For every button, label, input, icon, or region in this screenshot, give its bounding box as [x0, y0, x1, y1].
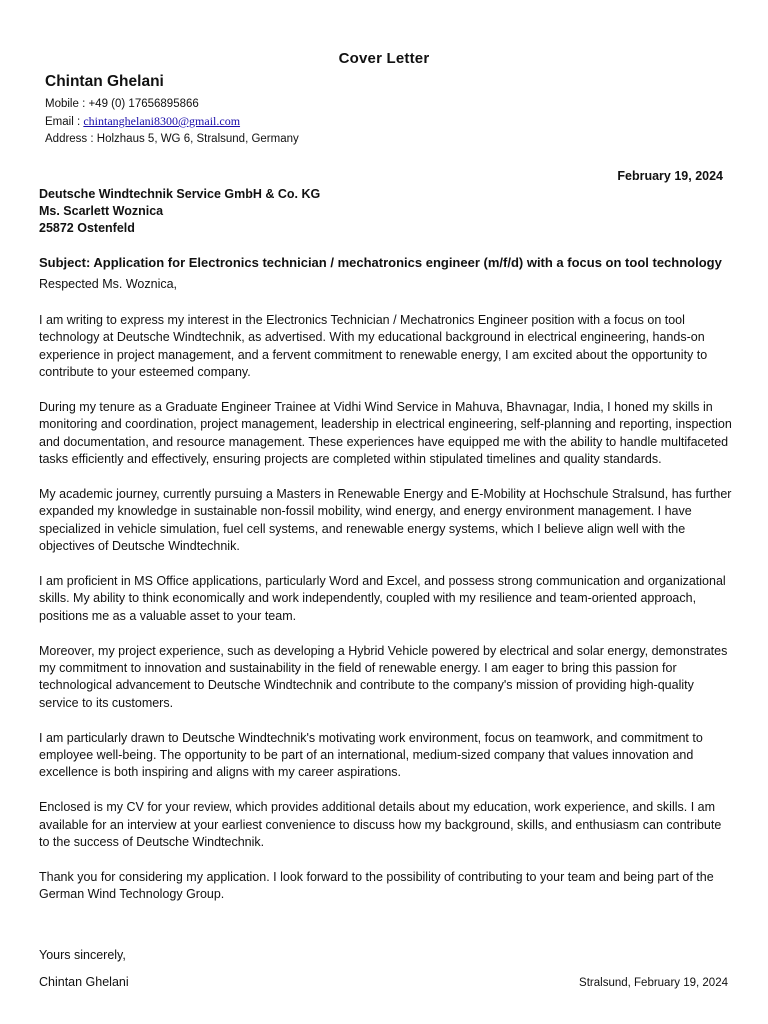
- body-paragraph: I am writing to express my interest in the Electronics Technician / Mechatronics Engineer position with a focus on tool technology at Deutsche Windtechnik, as advertised. With my educational background in electrical engineering, hands-on experience in project management, and a fervent commitment to renewable energy, I am excited about the opportunity to contribute to your esteemed company.: [39, 313, 708, 380]
- email-label: Email :: [45, 116, 84, 128]
- sender-address-line: [45, 131, 445, 148]
- body-paragraph: Thank you for considering my application. I look forward to the possibility of contributing to your team and being part of the German Wind Technology Group.: [39, 869, 714, 902]
- subject-line: Subject: Application for Electronics technician / mechatronics engineer (m/f/d) with a focus on tool technology: [39, 255, 722, 270]
- recipient-city: 25872 Ostenfeld: [39, 221, 135, 235]
- letter-date: February 19, 2024: [617, 169, 723, 183]
- closing: Yours sincerely,: [39, 948, 126, 962]
- sender-name: Chintan Ghelani: [45, 73, 164, 90]
- salutation: Respected Ms. Woznica,: [39, 277, 178, 291]
- sender-block: [45, 73, 445, 148]
- body-paragraph: During my tenure as a Graduate Engineer Trainee at Vidhi Wind Service in Mahuva, Bhavnagar, India, I honed my skills in monitoring and coordination, project management, leadership in electrical engineering, self-planning and reporting, inspection and documentation, and resource management. These experiences have equipped me with the ability to handle multifaceted tasks efficiently and effectively, ensuring projects are completed within stipulated timelines and quality standards.: [39, 400, 732, 467]
- body-paragraph: I am particularly drawn to Deutsche Windtechnik's motivating work environment, focus on teamwork, and commitment to employee well-being. The opportunity to be part of an international, medium-sized company that values innovation and excellence is both inspiring and aligns with my career aspirations.: [39, 730, 703, 780]
- mobile-label: Mobile :: [45, 98, 89, 110]
- body-paragraph: Enclosed is my CV for your review, which provides additional details about my education, work experience, and skills. I am available for an interview at your earliest convenience to discuss how my background, skills, and enthusiasm can contribute to the success of Deutsche Windtechnik.: [39, 800, 722, 850]
- signature-name: Chintan Ghelani: [39, 975, 129, 989]
- recipient-block: [39, 186, 320, 237]
- mobile-number: +49 (0) 17656895866: [88, 98, 199, 110]
- sender-email-line: [45, 113, 445, 131]
- address-label: Address :: [45, 133, 97, 145]
- body-paragraph: I am proficient in MS Office applications, particularly Word and Excel, and possess strong communication and organizational skills. My ability to think economically and work independently, coupled with my resilience and team-oriented approach, positions me as a valuable asset to your team.: [39, 574, 726, 623]
- recipient-person: Ms. Scarlett Woznica: [39, 204, 164, 218]
- address-value: Holzhaus 5, WG 6, Stralsund, Germany: [96, 133, 299, 145]
- place-and-date: Stralsund, February 19, 2024: [579, 977, 728, 989]
- letter-body: [39, 312, 734, 921]
- body-paragraph: Moreover, my project experience, such as developing a Hybrid Vehicle powered by electrical and solar energy, demonstrates my commitment to innovation and sustainability in the field of renewable energy. I am eager to bring this passion for technological advancement to Deutsche Windtechnik and contribute to the company's mission of providing high-quality service to its customers.: [39, 643, 728, 710]
- recipient-company: Deutsche Windtechnik Service GmbH & Co. KG: [39, 187, 321, 201]
- document-title: Cover Letter: [338, 50, 430, 67]
- sender-mobile-line: [45, 96, 445, 113]
- body-paragraph: My academic journey, currently pursuing a Masters in Renewable Energy and E-Mobility at Hochschule Stralsund, has further expanded my knowledge in sustainable non-fossil mobility, wind energy, and energy environment management. I have specialized in vehicle simulation, fuel cell systems, and renewable energy systems, which I believe align well with the objectives of Deutsche Windtechnik.: [39, 487, 732, 554]
- email-link[interactable]: chintanghelani8300@gmail.com: [83, 114, 241, 128]
